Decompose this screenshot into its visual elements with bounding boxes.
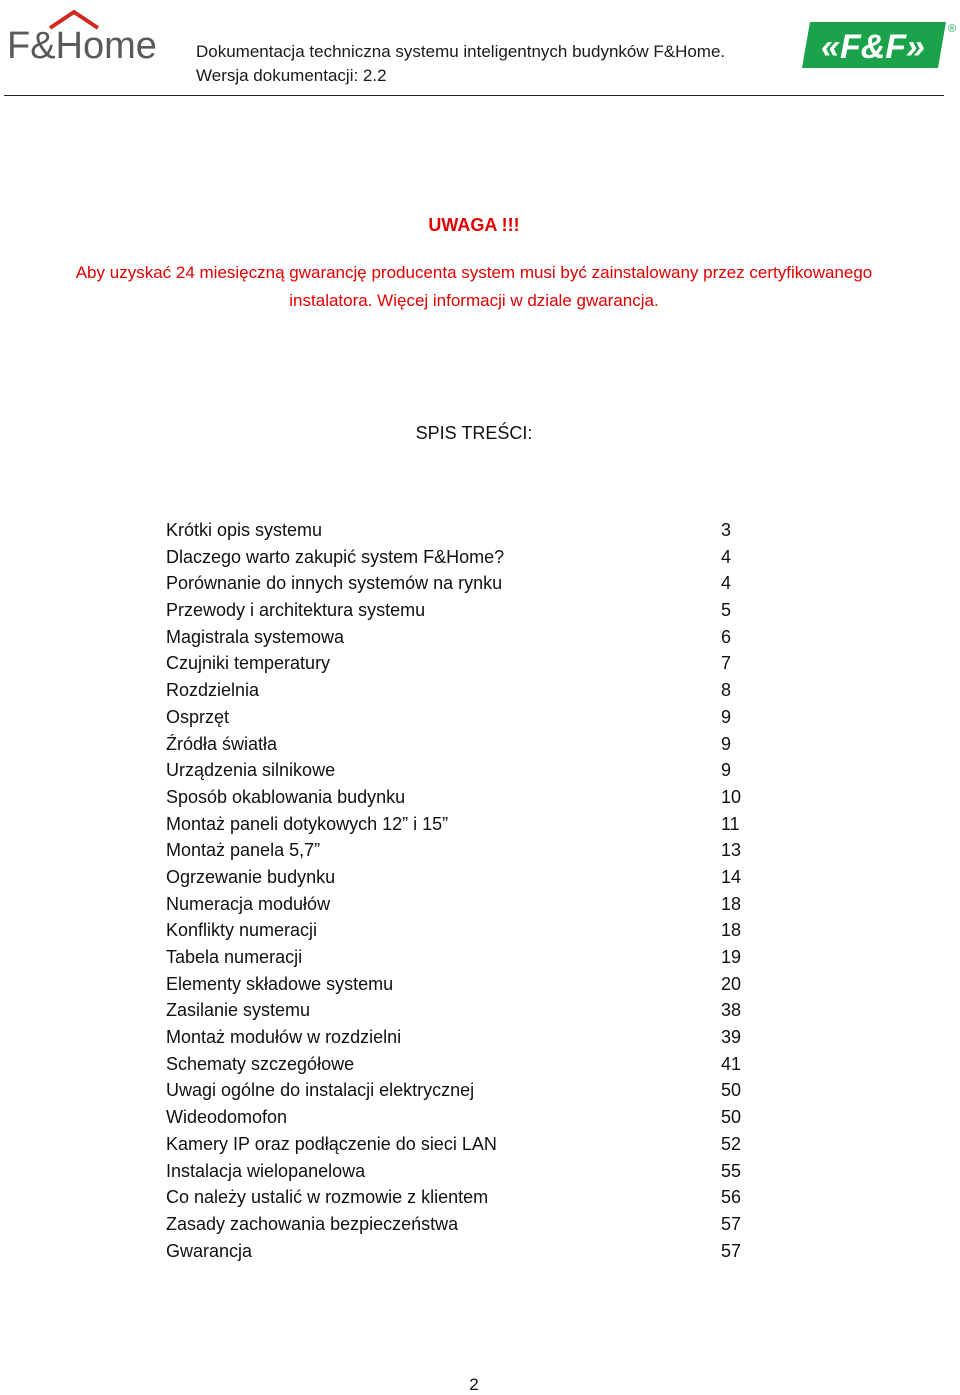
toc-entry-page: 3 <box>721 520 732 540</box>
toc-entry-label: Montaż paneli dotykowych 12” i 15” <box>166 813 449 834</box>
toc-entry-page: 9 <box>721 733 732 754</box>
toc-entry-label: Kamery IP oraz podłączenie do sieci LAN <box>166 1133 497 1154</box>
toc-entry-page: 13 <box>721 840 742 861</box>
toc-entry-label: Magistrala systemowa <box>166 626 345 647</box>
toc-entry-page: 14 <box>721 866 742 887</box>
toc-entry-label: Konflikty numeracji <box>166 920 318 941</box>
ff-brand-logo <box>800 20 956 72</box>
toc-entry <box>166 517 766 544</box>
toc-entry-page: 4 <box>721 546 732 567</box>
toc-title: SPIS TREŚCI: <box>415 423 533 443</box>
toc-entry <box>166 891 766 918</box>
toc-entry-label: Montaż panela 5,7” <box>166 840 321 861</box>
toc-entry <box>166 1158 766 1185</box>
toc-entry-label: Rozdzielnia <box>166 680 260 701</box>
toc-entry-label: Gwarancja <box>166 1240 253 1261</box>
toc-entry-label: Schematy szczegółowe <box>166 1053 355 1074</box>
toc-entry-page: 9 <box>721 760 732 781</box>
toc-entry-page: 52 <box>721 1133 742 1154</box>
toc-entry <box>166 624 766 651</box>
header-title-block <box>196 40 725 88</box>
toc-entry <box>166 837 766 864</box>
toc-entry-page: 38 <box>721 1000 742 1021</box>
toc-entry-label: Osprzęt <box>166 706 230 727</box>
toc-entry-page: 50 <box>721 1107 742 1128</box>
toc-entry <box>166 677 766 704</box>
toc-entry-page: 6 <box>721 626 732 647</box>
toc-entry-page: 50 <box>721 1080 742 1101</box>
toc-entry-page: 9 <box>721 706 732 727</box>
toc-entry-label: Urządzenia silnikowe <box>166 760 336 781</box>
toc-entry-page: 56 <box>721 1187 742 1208</box>
registered-mark: ® <box>948 23 956 35</box>
toc-entry <box>166 757 766 784</box>
toc-entry <box>166 811 766 838</box>
toc-entry <box>166 971 766 998</box>
page-number: 2 <box>469 1375 479 1394</box>
toc-entry-label: Uwagi ogólne do instalacji elektrycznej <box>166 1080 475 1101</box>
toc-entry <box>166 944 766 971</box>
toc-entry-page: 5 <box>721 600 732 621</box>
toc-entry <box>166 650 766 677</box>
toc-entry-page: 55 <box>721 1160 742 1181</box>
toc-entry-page: 7 <box>721 653 732 674</box>
toc-entry-page: 10 <box>721 786 742 807</box>
fhome-logo <box>6 8 158 64</box>
toc-entry-page: 4 <box>721 573 732 594</box>
fhome-logo-text: F&Home <box>7 25 157 64</box>
toc-entry <box>166 704 766 731</box>
toc-entry-label: Porównanie do innych systemów na rynku <box>166 573 503 594</box>
toc-entry <box>166 1077 766 1104</box>
toc-entry <box>166 917 766 944</box>
toc-entry-page: 57 <box>721 1213 742 1234</box>
doc-title: Dokumentacja techniczna systemu inteligentnych budynków F&Home. <box>196 42 726 61</box>
toc-entry-page: 8 <box>721 680 732 701</box>
toc-entry <box>166 1184 766 1211</box>
toc-entry <box>166 570 766 597</box>
toc-entry <box>166 597 766 624</box>
toc-entry-label: Sposób okablowania budynku <box>166 786 406 807</box>
toc-entry-label: Źródła światła <box>166 733 278 754</box>
header-divider <box>4 95 944 96</box>
toc-entry <box>166 544 766 571</box>
toc-entry <box>166 784 766 811</box>
toc-entry-label: Zasady zachowania bezpieczeństwa <box>166 1213 459 1234</box>
toc-entry-label: Dlaczego warto zakupić system F&Home? <box>166 546 505 567</box>
toc-entry <box>166 1024 766 1051</box>
toc-entry <box>166 997 766 1024</box>
toc-entry-page: 19 <box>721 947 742 967</box>
toc-entry-label: Montaż modułów w rozdzielni <box>166 1027 402 1048</box>
warning-title: UWAGA !!! <box>428 215 520 235</box>
toc-entry-page: 18 <box>721 920 742 941</box>
toc-entry-page: 57 <box>721 1240 742 1261</box>
ff-brand-logo-text: «F&F» <box>821 28 925 66</box>
toc-entry-page: 18 <box>721 893 742 914</box>
toc-entry-label: Zasilanie systemu <box>166 1000 311 1021</box>
toc-entry-label: Instalacja wielopanelowa <box>166 1160 366 1181</box>
toc-entry-label: Wideodomofon <box>166 1107 288 1128</box>
toc-entry <box>166 1104 766 1131</box>
toc-entry-label: Elementy składowe systemu <box>166 973 394 994</box>
toc-entry <box>166 731 766 758</box>
toc-entry <box>166 1238 766 1265</box>
toc-entry <box>166 1211 766 1238</box>
toc-entry <box>166 864 766 891</box>
toc-entry <box>166 1051 766 1078</box>
toc-entry-label: Ogrzewanie budynku <box>166 866 336 887</box>
doc-version: Wersja dokumentacji: 2.2 <box>196 66 387 85</box>
toc-entry-label: Przewody i architektura systemu <box>166 600 426 621</box>
toc-entry <box>166 1131 766 1158</box>
table-of-contents <box>166 517 766 1264</box>
toc-entry-page: 20 <box>721 973 742 994</box>
toc-entry-page: 39 <box>721 1027 742 1048</box>
toc-entry-label: Co należy ustalić w rozmowie z klientem <box>166 1187 489 1208</box>
toc-entry-label: Numeracja modułów <box>166 893 331 914</box>
toc-entry-label: Czujniki temperatury <box>166 653 331 674</box>
warning-text: Aby uzyskać 24 miesięczną gwarancję producenta system musi być zainstalowany przez certyfikowanego instalatora. Więcej informacji w dziale gwarancja. <box>75 263 873 310</box>
toc-entry-label: Krótki opis systemu <box>166 520 323 540</box>
toc-entry-page: 11 <box>721 813 740 834</box>
toc-entry-page: 41 <box>721 1053 742 1074</box>
toc-entry-label: Tabela numeracji <box>166 947 303 967</box>
page-header <box>0 0 960 100</box>
